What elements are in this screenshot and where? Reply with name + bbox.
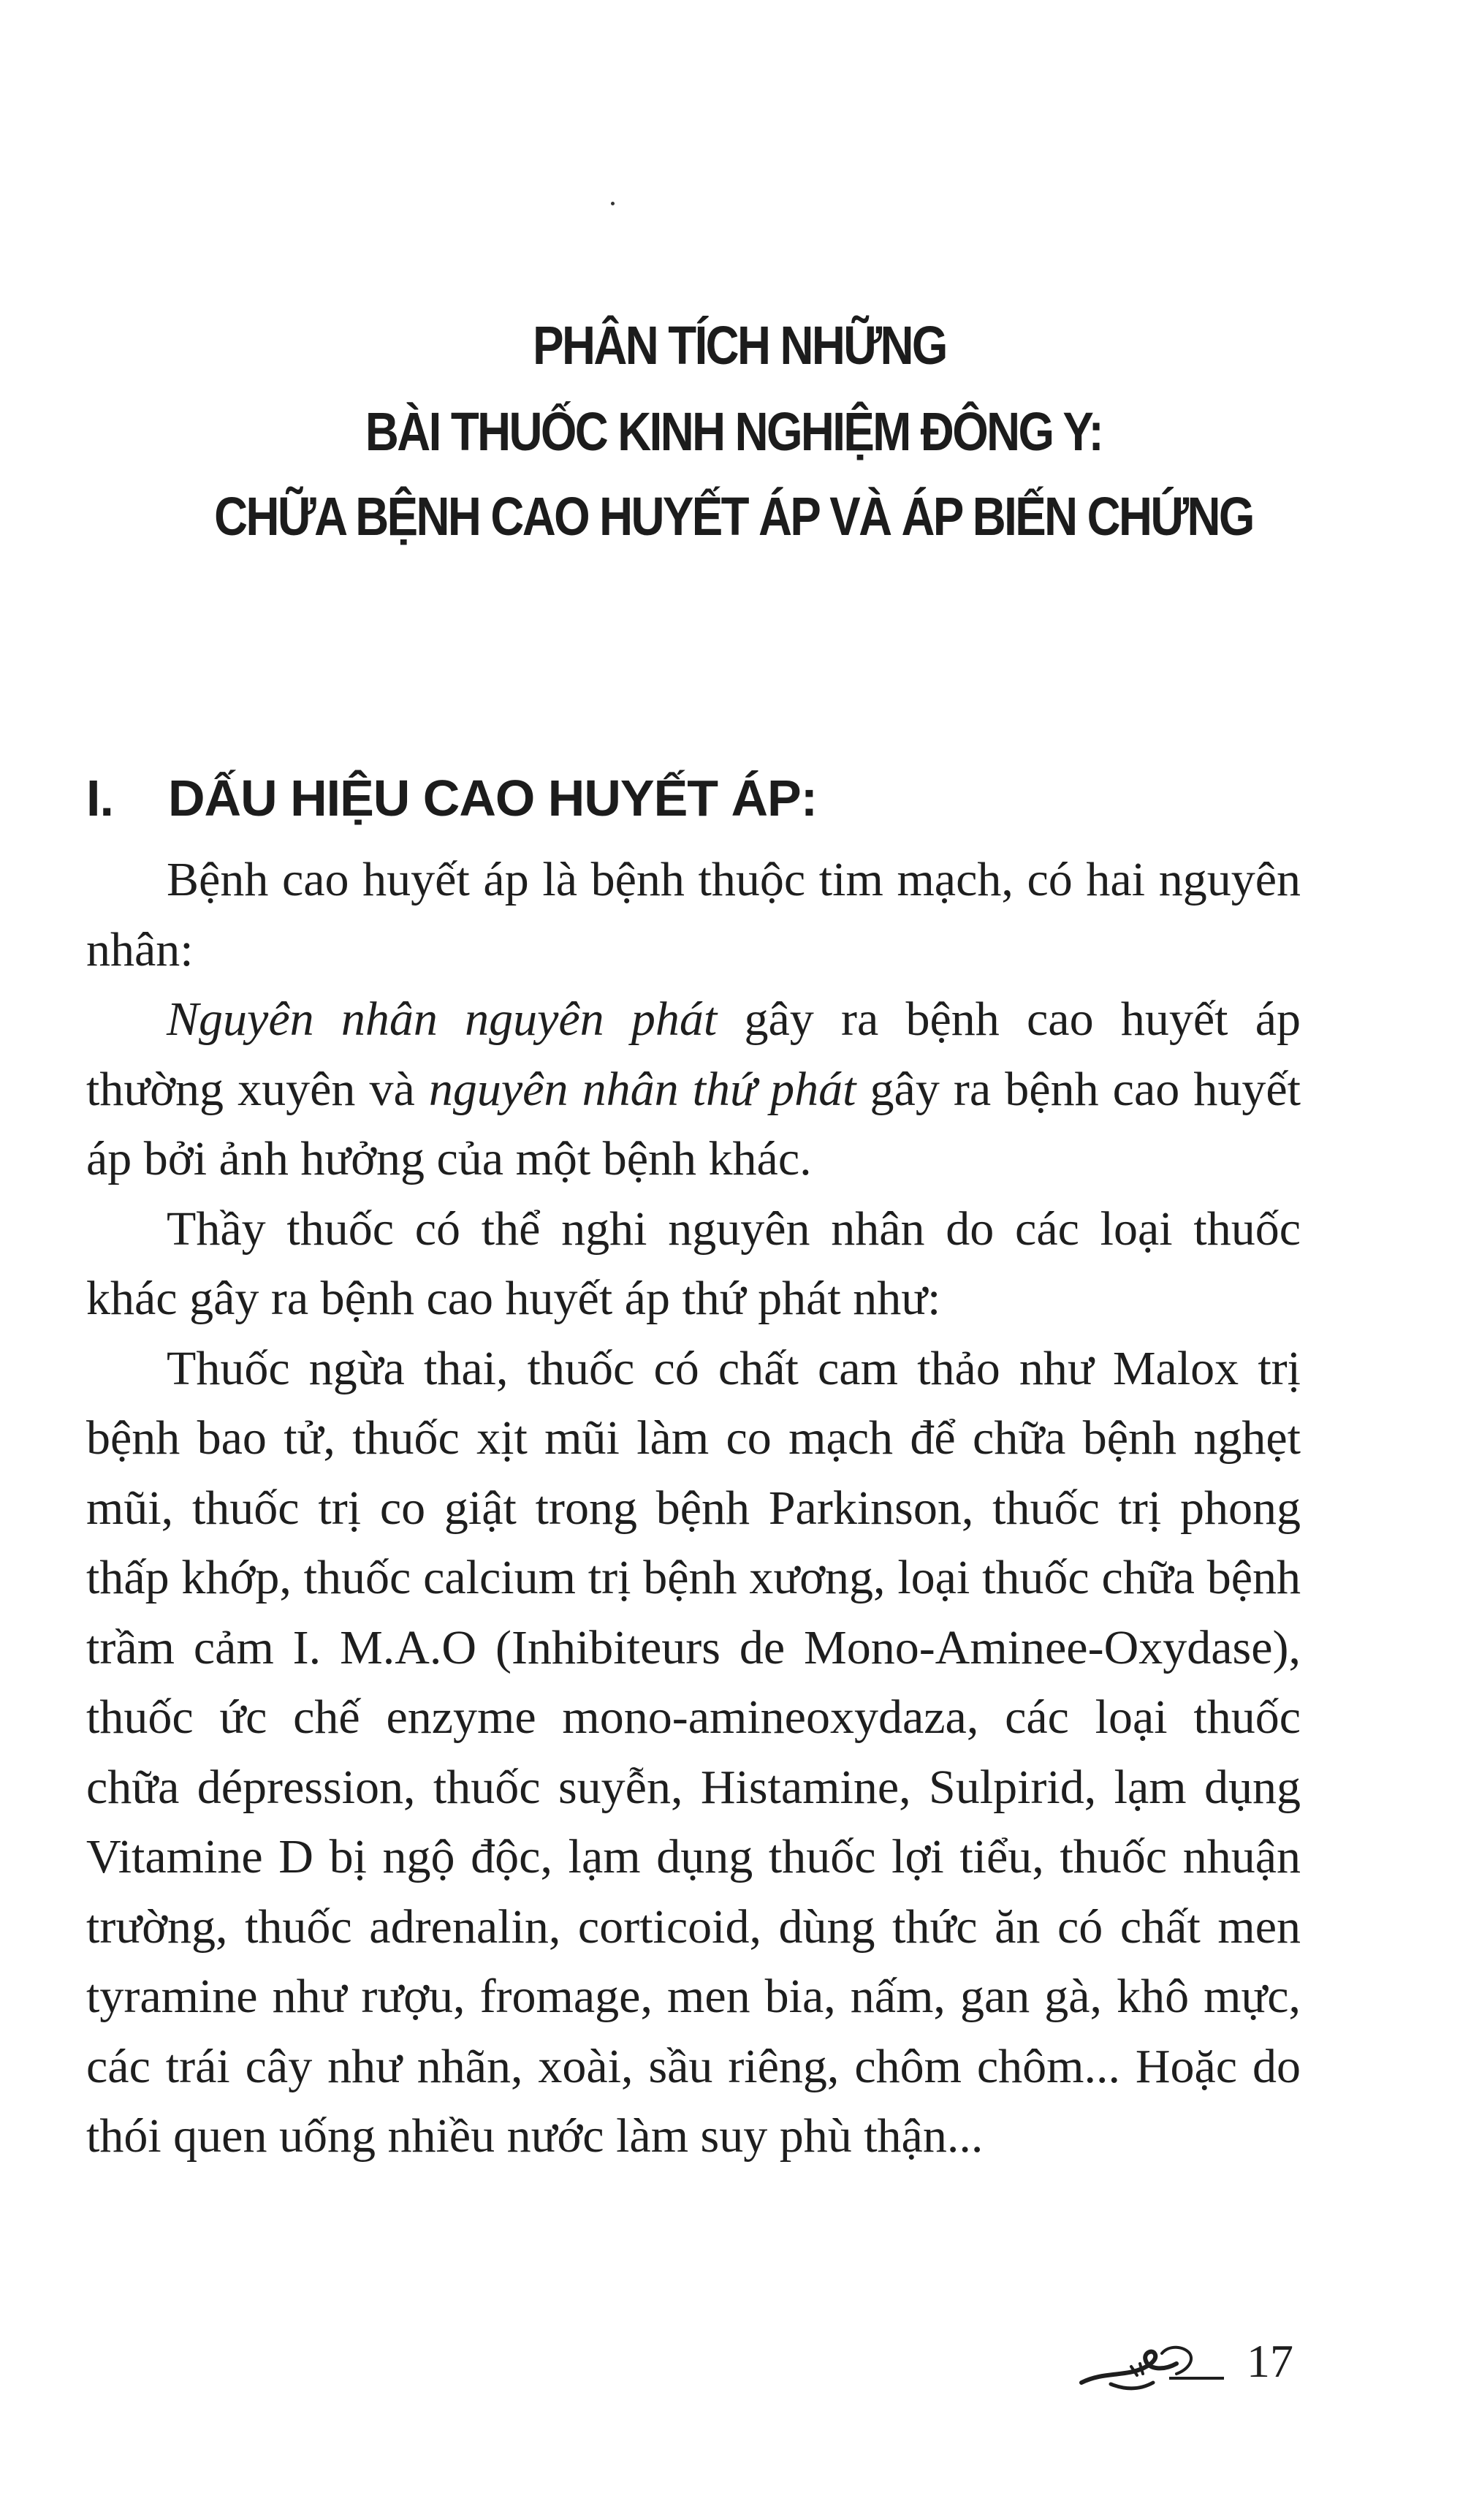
ornament-icon bbox=[1067, 2331, 1228, 2397]
paragraph-2-text-b: gây ra bệnh cao huyết áp bởi ảnh hưởng của một bệnh khác. bbox=[86, 1062, 1301, 1185]
paragraph-1: Bệnh cao huyết áp là bệnh thuộc tim mạch, có hai nguyên nhân: bbox=[86, 853, 1301, 976]
page-number: 17 bbox=[1247, 2335, 1293, 2387]
title-line-2: BÀI THUỐC KINH NGHIỆM ĐÔNG Y: bbox=[365, 401, 1103, 462]
paragraph-4: Thuốc ngừa thai, thuốc có chất cam thảo như Malox trị bệnh bao tử, thuốc xịt mũi làm co mạch để chữa bệnh nghẹt mũi, thuốc trị co giật trong bệnh Parkinson, thuốc trị phong thấp khớp, thuốc calcium trị bệnh xương, loại thuốc chữa bệnh trầm cảm I. M.A.O (Inhibiteurs de Mono-Aminee-Oxydase), thuốc ức chế enzyme mono-amineoxydaza, các loại thuốc chữa dépression, thuốc suyễn, Histamine, Sulpirid, lạm dụng Vitamine D bị ngộ độc, lạm dụng thuốc lợi tiểu, thuốc nhuận trường, thuốc adrenalin, corticoid, dùng thức ăn có chất men tyramine như rượu, fromage, men bia, nấm, gan gà, khô mực, các trái cây như nhãn, xoài, sầu riêng, chôm chôm... Hoặc do thói quen uống nhiều nước làm suy phù thận... bbox=[86, 1341, 1301, 2163]
section-heading bbox=[86, 769, 817, 827]
section-heading-text: DẤU HIỆU CAO HUYẾT ÁP: bbox=[168, 770, 818, 827]
title-line-3: CHỮA BỆNH CAO HUYẾT ÁP VÀ ÁP BIẾN CHỨNG bbox=[214, 486, 1253, 547]
paragraph-3: Thầy thuốc có thể nghi nguyên nhân do các loại thuốc khác gây ra bệnh cao huyết áp thứ phát như: bbox=[86, 1202, 1301, 1325]
title-line-1: PHÂN TÍCH NHỮNG bbox=[533, 315, 946, 376]
paragraph-2 bbox=[86, 984, 1301, 1194]
print-speck bbox=[611, 202, 615, 205]
italic-term-secondary-cause: nguyên nhân thứ phát bbox=[428, 1062, 856, 1116]
body-text bbox=[86, 845, 1301, 2171]
section-number: I. bbox=[86, 770, 113, 827]
page-footer bbox=[1067, 2331, 1315, 2397]
italic-term-primary-cause: Nguyên nhân nguyên phát bbox=[167, 993, 718, 1046]
paragraph-2-text-a: gây ra bệnh cao huyết áp thường xuyên và bbox=[86, 993, 1301, 1116]
